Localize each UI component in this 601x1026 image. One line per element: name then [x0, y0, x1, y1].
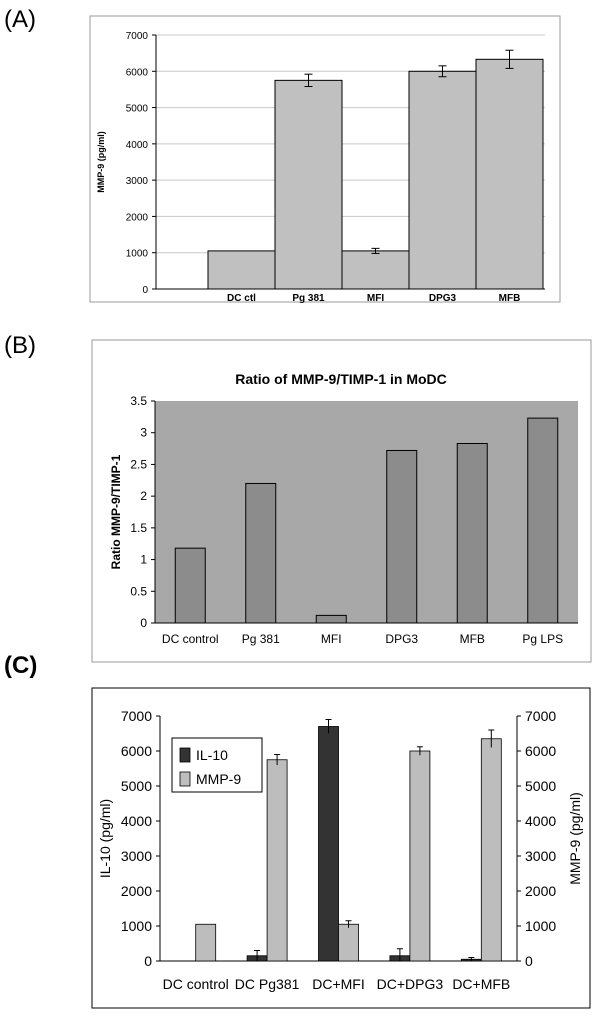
chart-c-legend-label: MMP-9 — [196, 771, 242, 787]
chart-a-xtick-label: MFB — [498, 293, 521, 304]
chart-b-bar — [457, 443, 487, 623]
chart-b-ytick-label: 1 — [140, 552, 147, 567]
chart-c-ylabel-right: MMP-9 (pg/ml) — [567, 792, 583, 885]
chart-c-ytick-label-right: 3000 — [525, 848, 557, 864]
chart-c-ytick-label-left: 0 — [144, 953, 152, 969]
chart-a-ytick-label: 0 — [142, 285, 148, 296]
chart-c-ytick-label-left: 6000 — [120, 743, 152, 759]
panel-label-c: (C) — [4, 652, 38, 679]
chart-a-ytick-label: 6000 — [125, 67, 148, 79]
chart-c-legend-swatch — [180, 772, 190, 786]
chart-b-ytick-label: 0.5 — [130, 584, 147, 599]
chart-c-xtick-label: DC control — [162, 976, 229, 992]
panel-label-b: (B) — [4, 332, 36, 359]
chart-b-plot-area — [155, 401, 578, 623]
chart-a-xtick-label: Pg 381 — [292, 293, 325, 304]
chart-b-title: Ratio of MMP-9/TIMP-1 in MoDC — [235, 371, 447, 387]
chart-b-ytick-label: 0 — [140, 616, 147, 630]
panel-label-a: (A) — [4, 6, 36, 33]
chart-b-xtick-label: Pg LPS — [522, 632, 564, 646]
chart-c-ytick-label-left: 3000 — [120, 848, 152, 864]
chart-a-ytick-label: 1000 — [125, 248, 148, 260]
chart-c-xtick-label: DC+MFB — [452, 976, 511, 992]
chart-a-bar — [342, 251, 409, 289]
chart-a-ytick-label: 7000 — [125, 31, 148, 42]
chart-c-bar-mmp9 — [339, 924, 359, 961]
chart-c-ytick-label-left: 5000 — [120, 778, 152, 794]
chart-a-ytick-label: 4000 — [125, 139, 148, 151]
chart-b-ytick-label: 1.5 — [130, 520, 147, 535]
chart-b-ytick-label: 3 — [140, 425, 147, 440]
chart-b-bar — [387, 450, 417, 623]
chart-c-ytick-label-left: 1000 — [120, 918, 152, 934]
chart-a-ytick-label: 2000 — [125, 212, 148, 224]
chart-c-ytick-label-right: 0 — [525, 953, 533, 969]
chart-b-xtick-label: MFI — [320, 632, 342, 646]
chart-a-bar — [409, 71, 476, 289]
chart-c-ytick-label-right: 7000 — [525, 708, 557, 724]
chart-a-ytick-label: 5000 — [125, 103, 148, 115]
chart-b-ytick-label: 2.5 — [130, 457, 147, 472]
chart-a-bar — [275, 80, 342, 289]
chart-b-ylabel: Ratio MMP-9/TIMP-1 — [109, 454, 123, 570]
chart-c-ytick-label-right: 2000 — [525, 883, 557, 899]
chart-b-bar — [246, 483, 276, 623]
chart-a-xtick-label: MFI — [366, 293, 385, 304]
chart-b — [109, 394, 578, 646]
chart-a-xtick-label: DPG3 — [428, 293, 457, 304]
chart-a-bar — [476, 59, 543, 289]
chart-a-ytick-label: 3000 — [125, 176, 148, 188]
chart-c-ytick-label-right: 4000 — [525, 813, 557, 829]
chart-c-xtick-label: DC+MFI — [312, 976, 365, 992]
chart-c-ytick-label-left: 4000 — [120, 813, 152, 829]
chart-c-bar-mmp9 — [481, 739, 501, 961]
chart-b-ytick-label: 3.5 — [130, 394, 147, 408]
chart-b-xtick-label: DC control — [161, 632, 219, 646]
chart-c-ytick-label-left: 7000 — [120, 708, 152, 724]
chart-a-bar — [208, 251, 275, 289]
chart-b-bar — [528, 418, 558, 623]
chart-c-bar-mmp9 — [196, 924, 216, 961]
chart-a-ylabel: MMP-9 (pg/ml) — [96, 131, 106, 193]
chart-c-bar-il10 — [319, 727, 339, 962]
chart-b-bar — [316, 615, 346, 623]
chart-c-ytick-label-right: 5000 — [525, 778, 557, 794]
chart-b-xtick-label: Pg 381 — [241, 632, 280, 646]
chart-b-ytick-label: 2 — [140, 489, 147, 504]
chart-c-legend-swatch — [180, 748, 190, 762]
chart-c-xtick-label: DC+DPG3 — [376, 976, 444, 992]
chart-c-ytick-label-right: 6000 — [525, 743, 557, 759]
chart-c-ytick-label-right: 1000 — [525, 918, 557, 934]
chart-b-xtick-label: DPG3 — [385, 632, 419, 646]
chart-c-ytick-label-left: 2000 — [120, 883, 152, 899]
chart-b-bar — [175, 548, 205, 623]
chart-b-xtick-label: MFB — [459, 632, 485, 646]
chart-c-bar-mmp9 — [267, 760, 287, 961]
chart-c-bar-mmp9 — [410, 751, 430, 961]
chart-c-legend-label: IL-10 — [196, 747, 228, 763]
chart-c-ylabel-left: IL-10 (pg/ml) — [97, 798, 113, 879]
chart-a-xtick-label: DC ctl — [227, 293, 256, 304]
chart-c-xtick-label: DC Pg381 — [234, 976, 300, 992]
